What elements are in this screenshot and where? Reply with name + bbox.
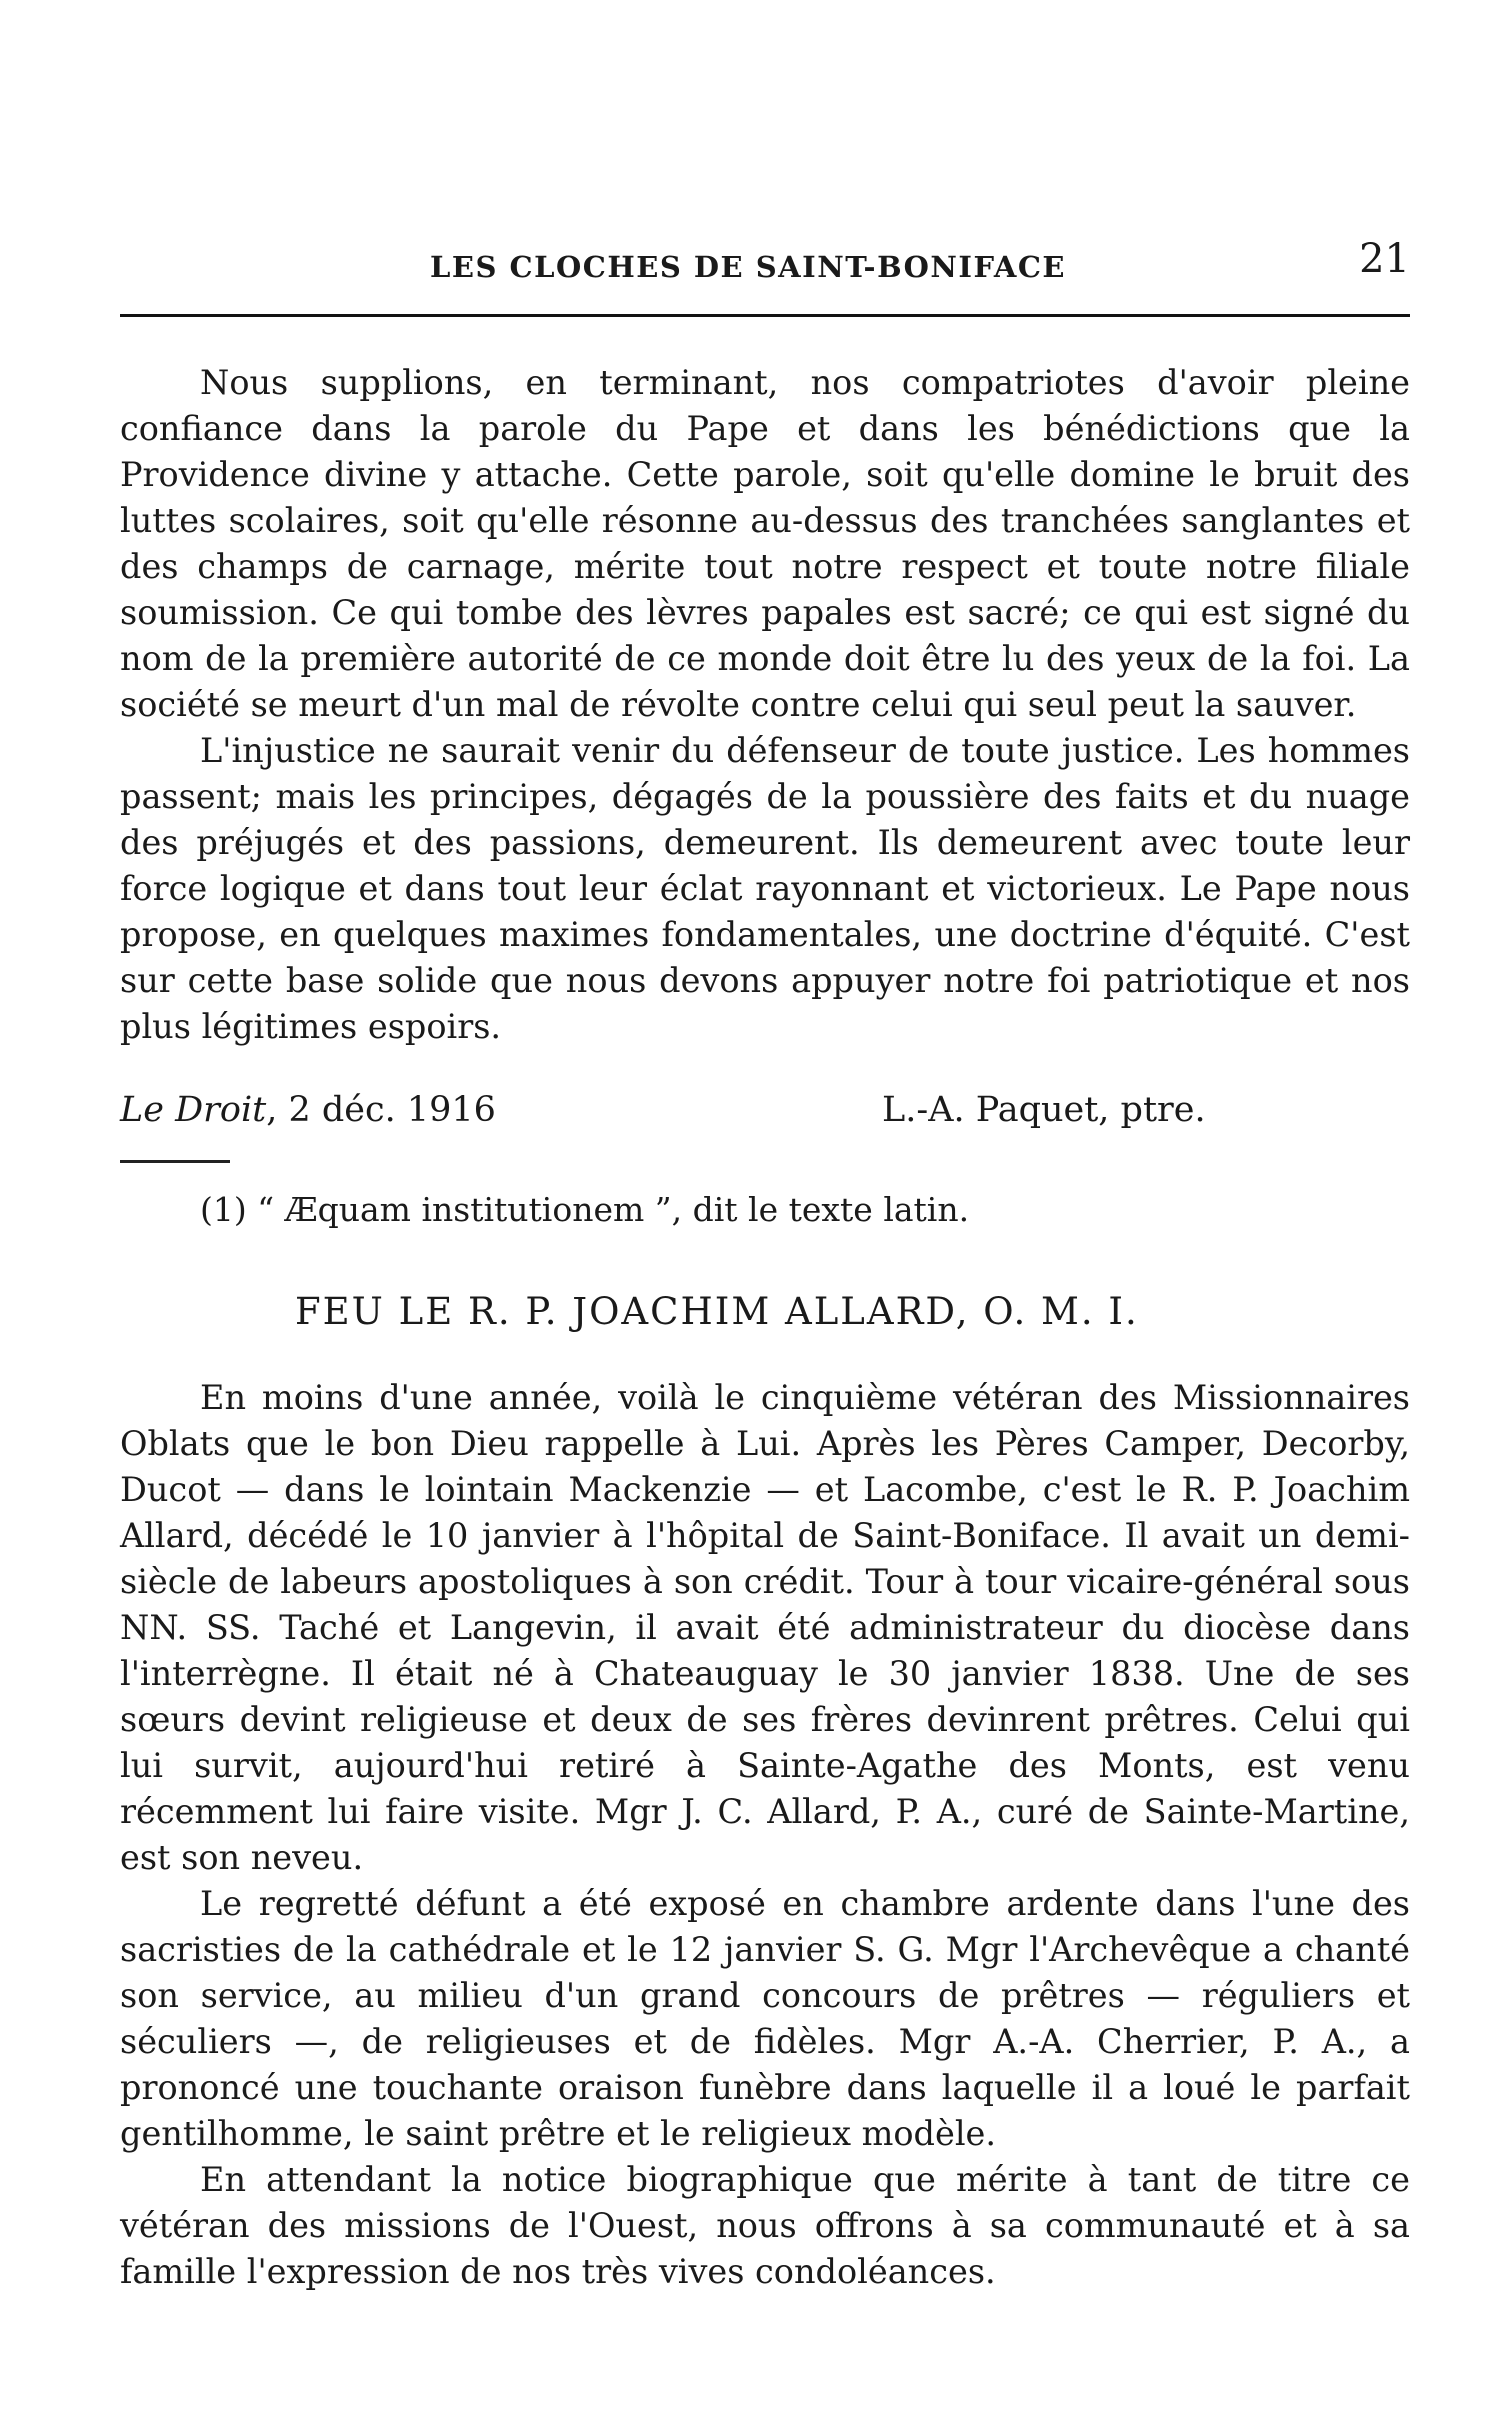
- footnote-rule: [120, 1160, 230, 1163]
- article-paragraph-1: Nous supplions, en terminant, nos compatriotes d'avoir pleine confiance dans la parole du Pape et dans les bénédictions que la Providence divine y attache. Cette parole, soit qu'elle domine le bruit des luttes scolaires, soit qu'elle résonne au-dessus des tranchées sanglantes et des champs de carnage, mérite tout notre respect et toute notre filiale soumission. Ce qui tombe des lèvres papales est sacré; ce qui est signé du nom de la première autorité de ce monde doit être lu des yeux de la foi. La société se meurt d'un mal de révolte contre celui qui seul peut la sauver.: [120, 363, 1410, 724]
- header-rule: [120, 314, 1410, 317]
- author-signature: L.-A. Paquet, ptre.: [882, 1090, 1206, 1130]
- obituary-paragraph-3: En attendant la notice biographique que mérite à tant de titre ce vétéran des missions de l'Ouest, nous offrons à sa communauté et à sa famille l'expression de nos très vives condoléances.: [120, 2160, 1410, 2291]
- obituary-title: FEU LE R. P. JOACHIM ALLARD, O. M. I.: [295, 1290, 1139, 1333]
- obituary-paragraph-1: En moins d'une année, voilà le cinquième vétéran des Missionnaires Oblats que le bon Dieu rappelle à Lui. Après les Pères Camper, Decorby, Ducot — dans le lointain Mackenzie — et Lacombe, c'est le R. P. Joachim Allard, décédé le 10 janvier à l'hôpital de Saint-Boniface. Il avait un demi-siècle de labeurs apostoliques à son crédit. Tour à tour vicaire-général sous NN. SS. Taché et Langevin, il avait été administrateur du diocèse dans l'interrègne. Il était né à Chateauguay le 30 janvier 1838. Une de ses sœurs devint religieuse et deux de ses frères devinrent prêtres. Celui qui lui survit, aujourd'hui retiré à Sainte-Agathe des Monts, est venu récemment lui faire visite. Mgr J. C. Allard, P. A., curé de Sainte-Martine, est son neveu.: [120, 1378, 1410, 1877]
- article-paragraph-2: L'injustice ne saurait venir du défenseur de toute justice. Les hommes passent; mais les principes, dégagés de la poussière des faits et du nuage des préjugés et des passions, demeurent. Ils demeurent avec toute leur force logique et dans tout leur éclat rayonnant et victorieux. Le Pape nous propose, en quelques maximes fondamentales, une doctrine d'équité. C'est sur cette base solide que nous devons appuyer notre foi patriotique et nos plus légitimes espoirs.: [120, 731, 1410, 1046]
- source-date: , 2 déc. 1916: [266, 1090, 496, 1130]
- obituary-paragraph-2: Le regretté défunt a été exposé en chambre ardente dans l'une des sacristies de la cathédrale et le 12 janvier S. G. Mgr l'Archevêque a chanté son service, au milieu d'un grand concours de prêtres — réguliers et séculiers —, de religieuses et de fidèles. Mgr A.-A. Cherrier, P. A., a prononcé une touchante oraison funèbre dans laquelle il a loué le parfait gentilhomme, le saint prêtre et le religieux modèle.: [120, 1884, 1410, 2153]
- page-number: 21: [1359, 236, 1410, 282]
- running-title: LES CLOCHES DE SAINT-BONIFACE: [430, 250, 1067, 284]
- article-body: [120, 360, 1410, 1050]
- footnote: (1) “ Æquam institutionem ”, dit le texte latin.: [200, 1190, 970, 1229]
- running-header: [120, 236, 1410, 296]
- source-title: Le Droit: [120, 1090, 267, 1130]
- obituary-body: [120, 1375, 1410, 2295]
- signature-line: [120, 1090, 1410, 1140]
- source-citation: [120, 1090, 496, 1130]
